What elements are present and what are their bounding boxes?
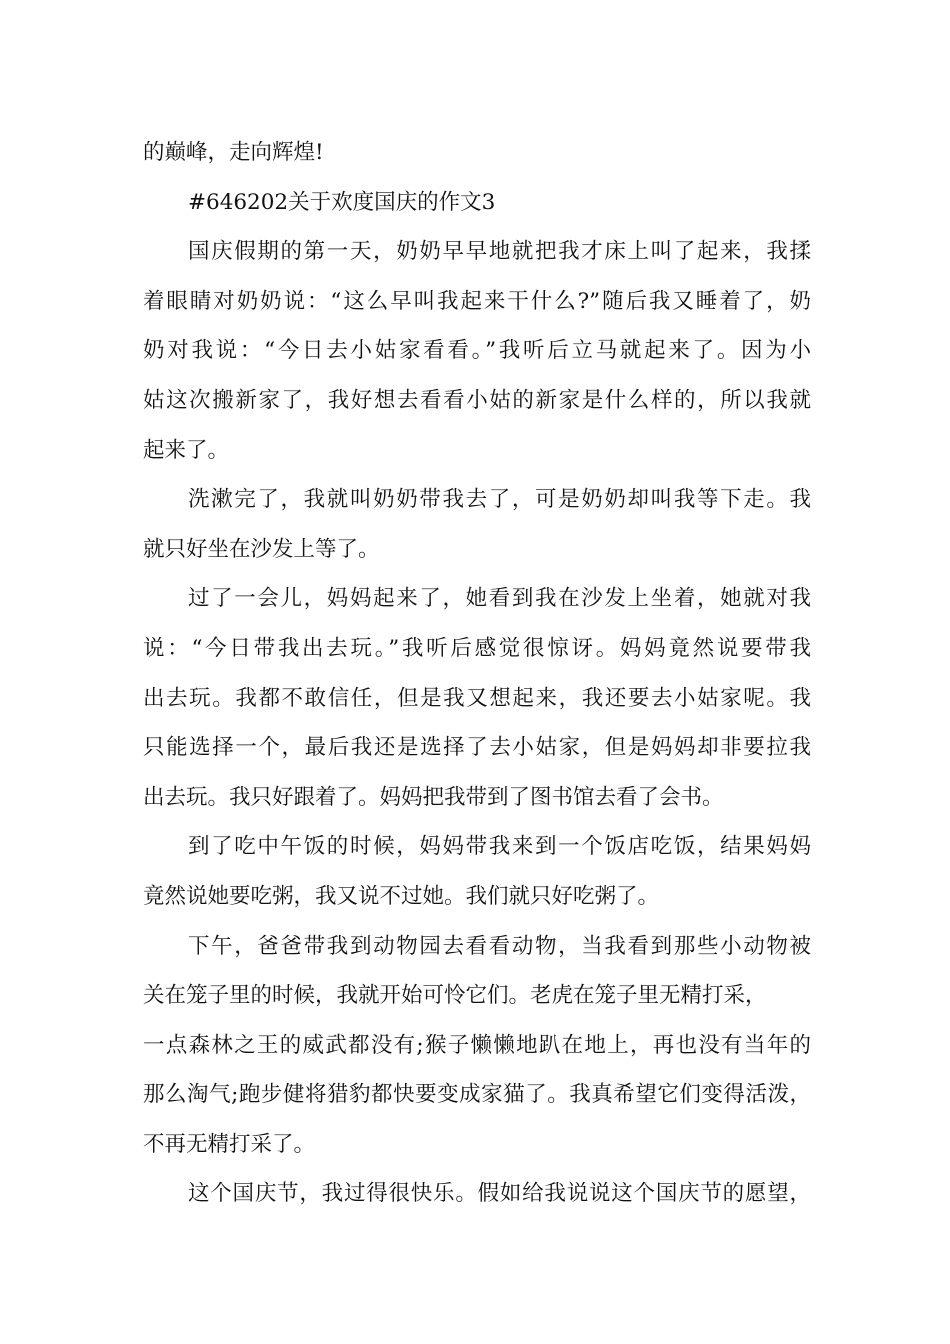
text-line: 就只好坐在沙发上等了。 [143,536,380,562]
text-line: 过了一会儿，妈妈起来了，她看到我在沙发上坐着，她就对我 [188,586,811,612]
text-line: 只能选择一个，最后我还是选择了去小姑家，但是妈妈却非要拉我 [143,735,811,761]
text-line: 不再无精打采了。 [143,1131,316,1157]
text-line: 起来了。 [143,437,230,463]
text-line: 那么淘气;跑步健将猎豹都快要变成家猫了。我真希望它们变得活泼， [143,1082,811,1108]
text-line: 这个国庆节，我过得很快乐。假如给我说说这个国庆节的愿望， [188,1181,811,1207]
text-line: 出去玩。我都不敢信任，但是我又想起来，我还要去小姑家呢。我 [143,685,811,711]
essay-text [143,128,811,1219]
text-line: 的巅峰，走向辉煌! [143,140,324,165]
text-line: 下午，爸爸带我到动物园去看看动物，当我看到那些小动物被 [188,933,811,959]
text-line: 姑这次搬新家了，我好想去看看小姑的新家是什么样的，所以我就 [143,387,811,413]
text-line: 竟然说她要吃粥，我又说不过她。我们就只好吃粥了。 [143,883,660,909]
text-line: 出去玩。我只好跟着了。妈妈把我带到了图书馆去看了会书。 [143,784,724,810]
text-line: 关在笼子里的时候，我就开始可怜它们。老虎在笼子里无精打采， [143,983,767,1009]
text-line: 着眼睛对奶奶说：“这么早叫我起来干什么?”随后我又睡着了，奶 [143,288,811,314]
text-line: 奶对我说：“今日去小姑家看看。”我听后立马就起来了。因为小 [143,338,811,364]
text-line: 国庆假期的第一天，奶奶早早地就把我才床上叫了起来，我揉 [188,239,811,265]
text-line: 洗漱完了，我就叫奶奶带我去了，可是奶奶却叫我等下走。我 [188,487,811,513]
text-line: 一点森林之王的威武都没有;猴子懒懒地趴在地上，再也没有当年的 [143,1032,811,1058]
essay-heading: #646202关于欢度国庆的作文3 [188,189,496,215]
text-line: 到了吃中午饭的时候，妈妈带我来到一个饭店吃饭，结果妈妈 [188,834,811,860]
text-line: 说：“今日带我出去玩。”我听后感觉很惊讶。妈妈竟然说要带我 [143,635,811,661]
